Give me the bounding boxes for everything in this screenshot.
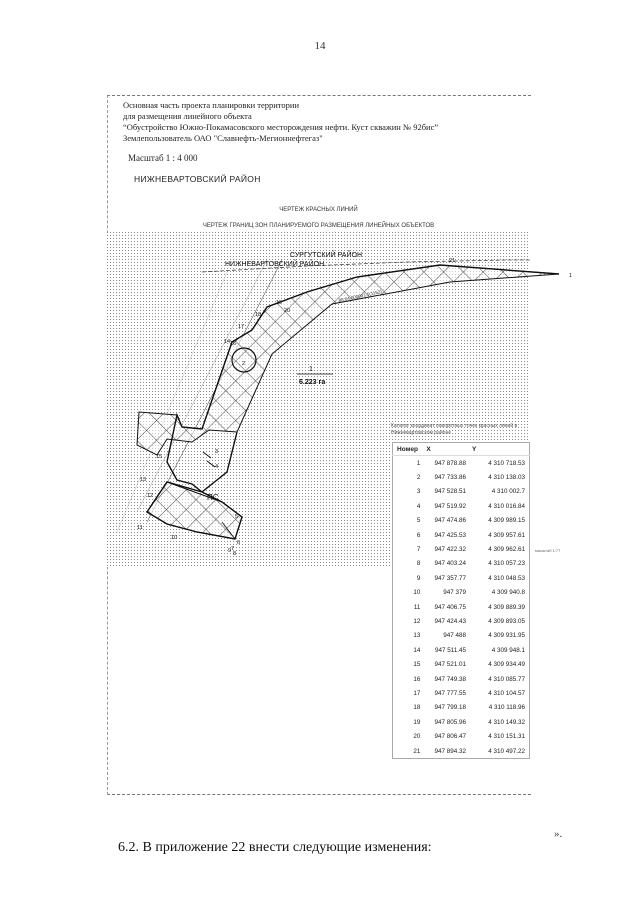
ps-label: ПС — [207, 493, 219, 502]
point-label-19: 19 — [276, 300, 283, 306]
point-label-17: 17 — [238, 324, 245, 330]
coordinates-table — [392, 442, 530, 759]
page-number: 14 — [314, 40, 326, 52]
table-row: 6 947 425.53 4 309 957.61 — [416, 531, 525, 539]
header-line-4: Землепользователь ОАО "Славнефть-Мегионнефтегаз" — [123, 133, 323, 143]
catalog-caption: Каталог координат поворотных точек красных линий в Нижневартовском районе — [391, 423, 518, 436]
point-label-12: 12 — [147, 493, 154, 499]
table-row: 14 947 511.45 4 309 948.1 — [413, 646, 525, 654]
drawing-title-zones: ЧЕРТЕЖ ГРАНИЦ ЗОН ПЛАНИРУЕМОГО РАЗМЕЩЕНИЯ ЛИНЕЙНЫХ ОБЪЕКТОВ — [202, 223, 435, 229]
table-row: 20 947 806.47 4 310 151.31 — [413, 733, 525, 741]
label-surgut-district: СУРГУТСКИЙ РАЙОН — [290, 252, 362, 259]
corner-note: масштаб 1:77 — [535, 548, 561, 553]
label-nizhnevartovsk-district: НИЖНЕВАРТОВСКИЙ РАЙОН — [225, 261, 325, 268]
point-label-10: 10 — [171, 535, 178, 541]
point-label-6: 6 — [237, 540, 241, 546]
point-label-16: 16 — [230, 341, 237, 347]
table-row: 1 947 878.88 4 310 718.53 — [416, 459, 525, 467]
point-label-15: 15 — [156, 454, 163, 460]
point-label-2: 2 — [242, 361, 246, 367]
amendment-paragraph: 6.2. В приложение 22 внести следующие изменения: — [118, 840, 432, 855]
table-row: 9 947 357.77 4 310 048.53 — [416, 574, 525, 582]
point-label-8: 8 — [233, 551, 237, 557]
table-row: 21 947 894.32 4 310 497.22 — [413, 747, 525, 755]
point-label-20: 20 — [284, 308, 291, 314]
table-row: 11 947 406.75 4 309 889.39 — [413, 603, 525, 611]
point-label-21: 21 — [449, 258, 456, 264]
point-label-14: 14 — [224, 339, 231, 345]
area-label-number: 1 — [309, 366, 313, 373]
table-row: 5 947 474.86 4 309 989.15 — [416, 517, 525, 525]
table-row: 12 947 424.43 4 309 893.05 — [413, 617, 525, 625]
point-label-3: 3 — [215, 449, 219, 455]
closing-quote: ». — [554, 828, 563, 840]
point-label-18: 18 — [255, 312, 262, 318]
table-row: 10 947 379 4 309 940.8 — [413, 589, 525, 597]
header-line-2: для размещения линейного объекта — [123, 111, 252, 121]
point-label-13: 13 — [140, 477, 147, 483]
drawing-header — [123, 100, 523, 144]
table-row: 19 947 805.96 4 310 149.32 — [413, 718, 525, 726]
point-label-7: 7 — [231, 546, 235, 552]
area-label-value: 6.223 га — [299, 379, 326, 386]
table-row: 7 947 422.32 4 309 962.61 — [416, 546, 525, 554]
table-row: 15 947 521.01 4 309 934.49 — [413, 661, 525, 669]
district-label: НИЖНЕВАРТОВСКИЙ РАЙОН — [134, 174, 261, 184]
table-row: 2 947 733.86 4 310 138.03 — [416, 474, 525, 482]
header-line-3: “Обустройство Южно-Покамасовского месторождения нефти. Куст скважин № 92бис” — [123, 122, 439, 132]
header-line-1: Основная часть проекта планировки территории — [123, 100, 299, 110]
point-label-1: 1 — [569, 273, 573, 279]
label-cadastral-number: 86:04:000001:1(1152) — [338, 288, 383, 303]
point-label-11: 11 — [137, 525, 143, 531]
table-row: 18 947 799.18 4 310 118.96 — [413, 704, 525, 712]
table-row: 13 947 488 4 309 931.95 — [413, 632, 525, 640]
drawing-title-red-lines: ЧЕРТЕЖ КРАСНЫХ ЛИНИЙ — [279, 207, 358, 213]
column-header-number: Номер — [393, 443, 423, 456]
coordinates-table-header — [393, 443, 530, 456]
point-label-5: 5 — [235, 514, 239, 520]
table-row: 3 947 528.51 4 310 002.7 — [416, 488, 525, 496]
table-row: 4 947 519.92 4 310 016.84 — [416, 502, 525, 510]
column-header-x: X — [422, 443, 468, 456]
table-row: 16 947 749.38 4 310 085.77 — [413, 675, 525, 683]
scale-label: Масштаб 1 : 4 000 — [128, 153, 198, 163]
table-row: 8 947 403.24 4 310 057.23 — [416, 560, 525, 568]
table-row: 17 947 777.55 4 310 104.57 — [413, 689, 525, 697]
column-header-y: Y — [468, 443, 529, 456]
point-label-4: 4 — [215, 464, 219, 470]
point-label-9: 9 — [228, 548, 232, 554]
